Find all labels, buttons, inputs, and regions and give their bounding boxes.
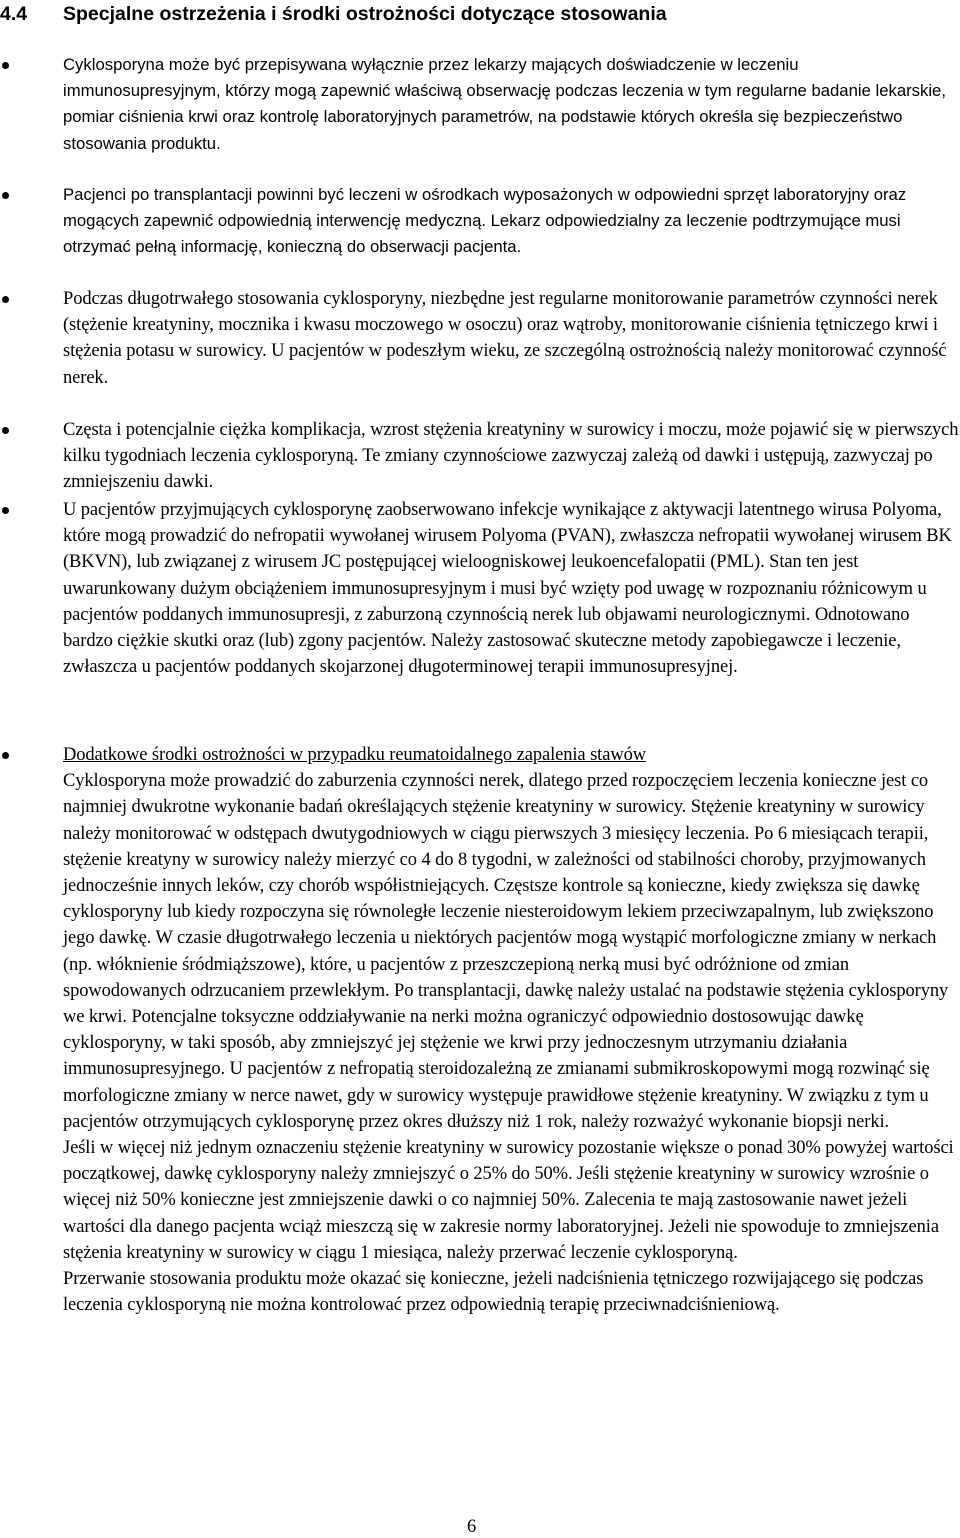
- bullet-dot-icon: [2, 507, 9, 514]
- bullet-item: [0, 497, 960, 742]
- bullet-item: [0, 286, 960, 417]
- bullet-dot-icon: [2, 427, 9, 434]
- section-number: 4.4: [0, 3, 28, 25]
- section-body: [0, 52, 960, 1318]
- bullet-dot-icon: [2, 62, 9, 69]
- bullet-item: [0, 52, 960, 182]
- section-title: Specjalne ostrzeżenia i środki ostrożności dotyczące stosowania: [63, 3, 667, 25]
- bullet-paragraph: Podczas długotrwałego stosowania cyklosporyny, niezbędne jest regularne monitorowanie parametrów czynności nerek (stężenie kreatyniny, mocznika i kwasu moczowego w osoczu) oraz wątroby, monitorowanie ciśnienia tętniczego krwi i stężenia potasu w surowicy. U pacjentów w podeszłym wieku, ze szczególną ostrożnością należy monitorować czynność nerek.: [63, 289, 947, 388]
- page-number: 6: [467, 1517, 477, 1537]
- bullet-subheading: Dodatkowe środki ostrożności w przypadku reumatoidalnego zapalenia stawów: [63, 745, 646, 765]
- bullet-item: [0, 182, 960, 286]
- bullet-dot-icon: [2, 752, 9, 759]
- section-heading: [0, 1, 960, 27]
- bullet-dot-icon: [2, 296, 9, 303]
- bullet-dot-icon: [2, 192, 9, 199]
- bullet-item: [0, 417, 960, 497]
- bullet-paragraph: Cyklosporyna może być przepisywana wyłącznie przez lekarzy mających doświadczenie w leczeniu immunosupresyjnym, którzy mogą zapewnić właściwą obserwację podczas leczenia w tym regularne badanie lekarskie, pomiar ciśnienia krwi oraz kontrolę laboratoryjnych parametrów, na podstawie których określa się bezpieczeństwo stosowania produktu.: [63, 55, 946, 153]
- bullet-item: [0, 742, 960, 1318]
- bullet-paragraph: U pacjentów przyjmujących cyklosporynę zaobserwowano infekcje wynikające z aktywacji latentnego wirusa Polyoma, które mogą prowadzić do nefropatii wywołanej wirusem Polyoma (PVAN), zwłaszcza nefropatii wywołanej wirusem BK (BKVN), lub związanej z wirusem JC postępującej wieloogniskowej leukoencefalopatii (PML). Stan ten jest uwarunkowany dużym obciążeniem immunosupresyjnym i musi być wzięty pod uwagę w rozpoznaniu różnicowym u pacjentów poddanych immunosupresji, z zaburzoną czynnością nerek lub objawami neurologicznymi. Odnotowano bardzo ciężkie skutki oraz (lub) zgony pacjentów. Należy zastosować skuteczne metody zapobiegawcze i leczenie, zwłaszcza u pacjentów poddanych skojarzonej długoterminowej terapii immunosupresyjnej.: [63, 500, 952, 678]
- bullet-paragraph: Pacjenci po transplantacji powinni być leczeni w ośrodkach wyposażonych w odpowiedni sprzęt laboratoryjny oraz mogących zapewnić odpowiednią interwencję medyczną. Lekarz odpowiedzialny za leczenie podtrzymujące musi otrzymać pełną informację, konieczną do obserwacji pacjenta.: [63, 185, 907, 257]
- bullet-paragraph: Cyklosporyna może prowadzić do zaburzenia czynności nerek, dlatego przed rozpoczęciem leczenia konieczne jest co najmniej dwukrotne wykonanie badań określających stężenie kreatyniny w surowicy. Stężenie kreatyniny w surowicy należy monitorować w odstępach dwutygodniowych w ciągu pierwszych 3 miesięcy leczenia. Po 6 miesiącach terapii, stężenie kreatyny w surowicy należy mierzyć co 4 do 8 tygodni, w zależności od stabilności choroby, przyjmowanych jednocześnie innych leków, czy chorób współistniejących. Częstsze kontrole są konieczne, kiedy zwiększa się dawkę cyklosporyny lub kiedy rozpoczyna się równoległe leczenie niesteroidowym lekiem przeciwzapalnym, lub zwiększono jego dawkę. W czasie długotrwałego leczenia u niektórych pacjentów mogą wystąpić morfologiczne zmiany w nerkach (np. włóknienie śródmiąższowe), które, u pacjentów z przeszczepioną nerką musi być odróżnione od zmian spowodowanych odrzucaniem przewlekłym. Po transplantacji, dawkę należy ustalać na podstawie stężenia cyklosporyny we krwi. Potencjalne toksyczne oddziaływanie na nerki można ograniczyć odpowiednio dostosowując dawkę cyklosporyny, w taki sposób, aby zmniejszyć jej stężenie we krwi przy jednoczesnym utrzymaniu działania immunosupresyjnego. U pacjentów z nefropatią steroidozależną ze zmianami submikroskopowymi mogą rozwinąć się morfologiczne zmiany w nerce nawet, gdy w surowicy występuje prawidłowe stężenie kreatyniny. W związku z tym u pacjentów otrzymujących cyklosporynę przez okres dłuższy niż 1 rok, należy rozważyć wykonanie biopsji nerki.: [63, 771, 949, 1132]
- bullet-paragraph: Jeśli w więcej niż jednym oznaczeniu stężenie kreatyniny w surowicy pozostanie większe o ponad 30% powyżej wartości początkowej, dawkę cyklosporyny należy zmniejszyć o 25% do 50%. Jeśli stężenie kreatyniny w surowicy wzrośnie o więcej niż 50% konieczne jest zmniejszenie dawki o co najmniej 50%. Zalecenia te mają zastosowanie nawet jeżeli wartości dla danego pacjenta wciąż mieszczą się w zakresie normy laboratoryjnej. Jeżeli nie spowoduje to zmniejszenia stężenia kreatyniny w surowicy w ciągu 1 miesiąca, należy przerwać leczenie cyklosporyną.: [63, 1138, 954, 1263]
- bullet-paragraph: Przerwanie stosowania produktu może okazać się konieczne, jeżeli nadciśnienia tętniczego rozwijającego się podczas leczenia cyklosporyną nie można kontrolować przez odpowiednią terapię przeciwnadciśnieniową.: [63, 1269, 924, 1316]
- bullet-paragraph: Częsta i potencjalnie ciężka komplikacja, wzrost stężenia kreatyniny w surowicy i moczu, może pojawić się w pierwszych kilku tygodniach leczenia cyklosporyną. Te zmiany czynnościowe zazwyczaj zależą od dawki i ustępują, zazwyczaj po zmniejszeniu dawki.: [63, 420, 959, 493]
